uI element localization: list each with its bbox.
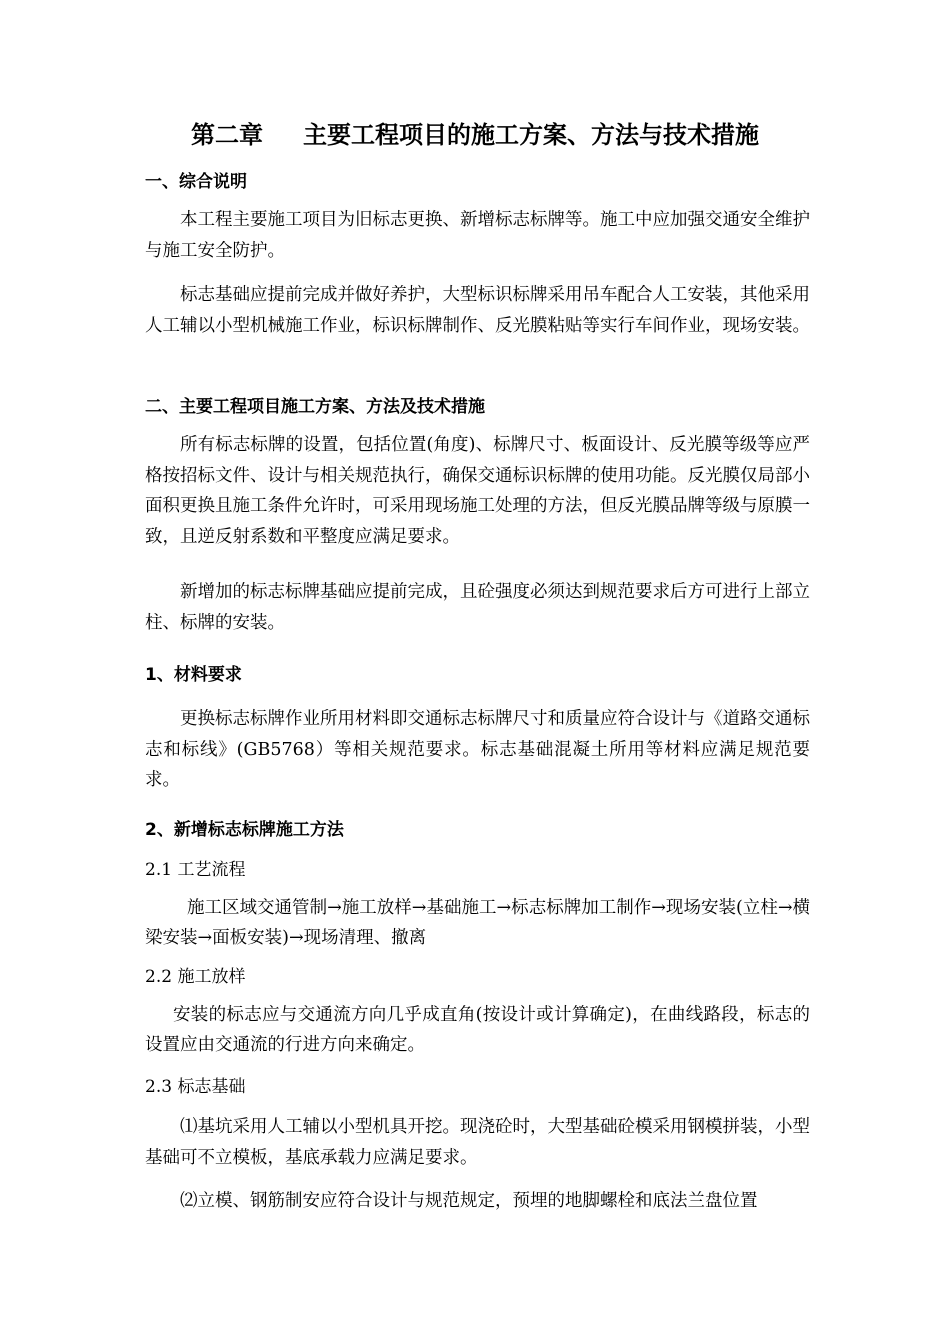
subsection-heading-1: 1、材料要求 — [145, 665, 242, 685]
subsection-heading-2: 2、新增标志标牌施工方法 — [145, 820, 344, 840]
section2-paragraph-1: 所有标志标牌的设置，包括位置(角度)、标牌尺寸、板面设计、反光膜等级等应严格按招标文件、设计与相关规范执行，确保交通标识标牌的使用功能。反光膜仅局部小面积更换且施工条件允许时，可采用现场施工处理的方法，但反光膜品牌等级与原膜一致，且逆反射系数和平整度应满足要求。 — [145, 435, 810, 547]
foundation-paragraph-1: ⑴基坑采用人工辅以小型机具开挖。现浇砼时，大型基础砼模采用钢模拼装，小型基础可不立模板，基底承载力应满足要求。 — [145, 1117, 810, 1168]
subsection-heading-2-3: 2.3 标志基础 — [145, 1077, 246, 1097]
section-heading-2: 二、主要工程项目施工方案、方法及技术措施 — [145, 397, 485, 417]
chapter-number: 第二章 — [191, 121, 263, 149]
subsection-heading-2-1: 2.1 工艺流程 — [145, 860, 246, 880]
section2-paragraph-2: 新增加的标志标牌基础应提前完成，且砼强度必须达到规范要求后方可进行上部立柱、标牌的安装。 — [145, 582, 810, 633]
section1-paragraph-2: 标志基础应提前完成并做好养护，大型标识标牌采用吊车配合人工安装，其他采用人工辅以小型机械施工作业，标识标牌制作、反光膜粘贴等实行车间作业，现场安装。 — [145, 285, 810, 336]
process-flow-paragraph: 施工区域交通管制→施工放样→基础施工→标志标牌加工制作→现场安装(立柱→横梁安装→面板安装)→现场清理、撤离 — [145, 898, 810, 948]
foundation-paragraph-2: ⑵立模、钢筋制安应符合设计与规范规定，预埋的地脚螺栓和底法兰盘位置 — [180, 1191, 758, 1211]
chapter-title-text: 主要工程项目的施工方案、方法与技术措施 — [303, 121, 759, 149]
layout-paragraph: 安装的标志应与交通流方向几乎成直角(按设计或计算确定)，在曲线路段，标志的设置应由交通流的行进方向来确定。 — [145, 1005, 810, 1055]
section1-paragraph-1: 本工程主要施工项目为旧标志更换、新增标志标牌等。施工中应加强交通安全维护与施工安全防护。 — [145, 210, 810, 261]
subsection1-paragraph: 更换标志标牌作业所用材料即交通标志标牌尺寸和质量应符合设计与《道路交通标志和标线》(GB5768）等相关规范要求。标志基础混凝土所用等材料应满足规范要求。 — [145, 709, 810, 790]
subsection-heading-2-2: 2.2 施工放样 — [145, 967, 246, 987]
section-heading-1: 一、综合说明 — [145, 172, 247, 192]
chapter-title — [0, 117, 950, 153]
